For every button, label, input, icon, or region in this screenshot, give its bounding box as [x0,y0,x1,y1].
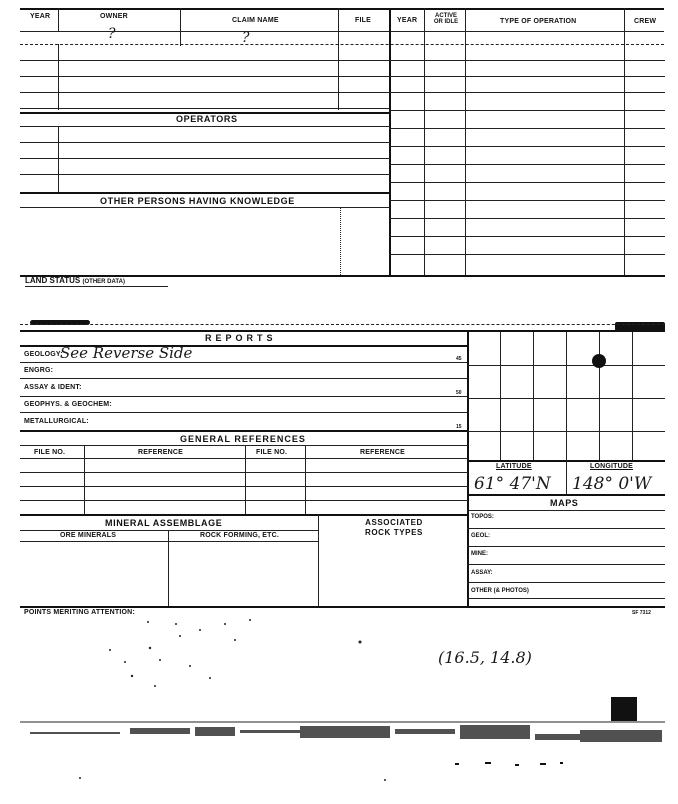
reports-top-rule [20,330,665,332]
rule [20,514,468,516]
vline [566,460,567,494]
vline [58,126,59,192]
grid-vline [533,332,534,460]
other-persons-top-rule [20,192,390,194]
table-top-border [20,8,664,10]
section-bottom-rule [20,606,665,608]
rule [467,598,665,599]
row-rule [20,108,390,109]
col-file: FILE [355,17,371,24]
location-marker-icon [592,354,606,368]
form-number: SF 7312 [632,610,651,616]
scan-noise [0,610,678,800]
row-rule [389,254,665,255]
margin-number: 15 [456,424,462,430]
rule [20,396,468,397]
row-rule [389,146,665,147]
associated-title [358,518,430,538]
engrg-label: ENGRG: [24,367,54,374]
col-file-no-2: FILE NO. [256,449,288,456]
maps-topos: TOPOS: [471,514,494,520]
row-rule [389,92,665,93]
maps-other: OTHER (& PHOTOS) [471,588,529,594]
rule [467,528,665,529]
row-rule [20,60,390,61]
vline [338,8,339,46]
reports-title: REPORTS [205,333,277,343]
grid-hline [467,431,665,432]
row-rule [20,76,390,77]
row-rule [20,207,390,208]
vline [58,44,59,110]
grid-vline [566,332,567,460]
longitude-value: 148° 0'W [572,474,652,494]
row-rule [20,142,390,143]
mineral-assemblage-title: MINERAL ASSEMBLAGE [105,518,223,528]
rock-forming-label: ROCK FORMING, ETC. [200,532,280,539]
grid-hline [467,365,665,366]
row-rule [20,174,390,175]
col-reference: REFERENCE [138,449,183,456]
grid-hline [467,398,665,399]
maps-mine: MINE: [471,551,488,557]
row-rule [20,92,390,93]
row-rule [389,236,665,237]
rule [20,472,468,473]
metallurgical-label: METALLURGICAL: [24,418,89,425]
rule [20,378,468,379]
row-rule [389,200,665,201]
margin-number: 45 [456,356,462,362]
col-year-2: YEAR [397,17,418,24]
land-status-sub: (OTHER DATA) [82,279,125,285]
col-active-idle: ACTIVE OR IDLE [433,13,459,25]
vline [340,207,341,275]
operators-heading: OPERATORS [176,114,238,124]
margin-number: 50 [456,390,462,396]
row-rule [20,126,390,127]
rule [20,362,468,363]
vline [168,530,169,606]
vline [338,44,339,110]
grid-vline [599,332,600,460]
vline [318,514,319,606]
vline [305,445,306,514]
col-crew: CREW [634,18,657,25]
vline-divider [467,330,469,608]
row-rule [389,76,665,77]
row-rule [389,128,665,129]
land-status-label: LAND STATUS [25,276,81,285]
rule [467,510,665,511]
vline [180,8,181,46]
rule [20,486,468,487]
rule [467,546,665,547]
latitude-label: LATITUDE [496,463,532,470]
vline [245,445,246,514]
row-rule [20,44,664,45]
vline [58,8,59,32]
row-rule [389,60,665,61]
owner-value: ? [108,26,116,42]
land-status-heading [25,276,125,285]
col-reference-2: REFERENCE [360,449,405,456]
rule [20,541,318,542]
header-bottom-rule [20,31,664,32]
col-type-of-operation: TYPE OF OPERATION [500,18,577,25]
grid-vline [500,332,501,460]
rule [467,582,665,583]
rule [467,494,665,496]
coordinates-note: (16.5, 14.8) [438,648,532,667]
rule [20,430,468,432]
rule [20,412,468,413]
row-rule [20,158,390,159]
other-persons-heading: OTHER PERSONS HAVING KNOWLEDGE [100,196,295,206]
geology-label: GEOLOGY: [24,351,63,358]
maps-geol: GEOL: [471,533,490,539]
col-owner: OWNER [100,13,128,20]
maps-assay: ASSAY: [471,570,493,576]
rule [20,500,468,501]
col-file-no: FILE NO. [34,449,66,456]
rule [467,564,665,565]
col-claim-name: CLAIM NAME [232,17,279,24]
geophys-label: GEOPHYS. & GEOCHEM: [24,401,112,408]
land-status-underline [25,286,168,287]
claim-value: ? [242,30,250,46]
points-meriting-label: POINTS MERITING ATTENTION: [24,609,135,616]
col-year: YEAR [30,13,51,20]
latitude-value: 61° 47'N [474,474,551,494]
associated-label: ASSOCIATED ROCK TYPES [364,518,423,537]
assay-label: ASSAY & IDENT: [24,384,82,391]
row-rule [389,110,665,111]
general-references-title: GENERAL REFERENCES [180,434,306,444]
vline [84,445,85,514]
geology-value: See Reverse Side [60,344,193,362]
ore-minerals-label: ORE MINERALS [60,532,117,539]
longitude-label: LONGITUDE [590,463,634,470]
rule [20,445,468,446]
scan-edge [20,324,665,325]
rule [20,458,468,459]
rule [20,530,318,531]
row-rule [389,164,665,165]
maps-title: MAPS [550,498,579,508]
grid-vline [632,332,633,460]
row-rule [389,218,665,219]
row-rule [389,182,665,183]
